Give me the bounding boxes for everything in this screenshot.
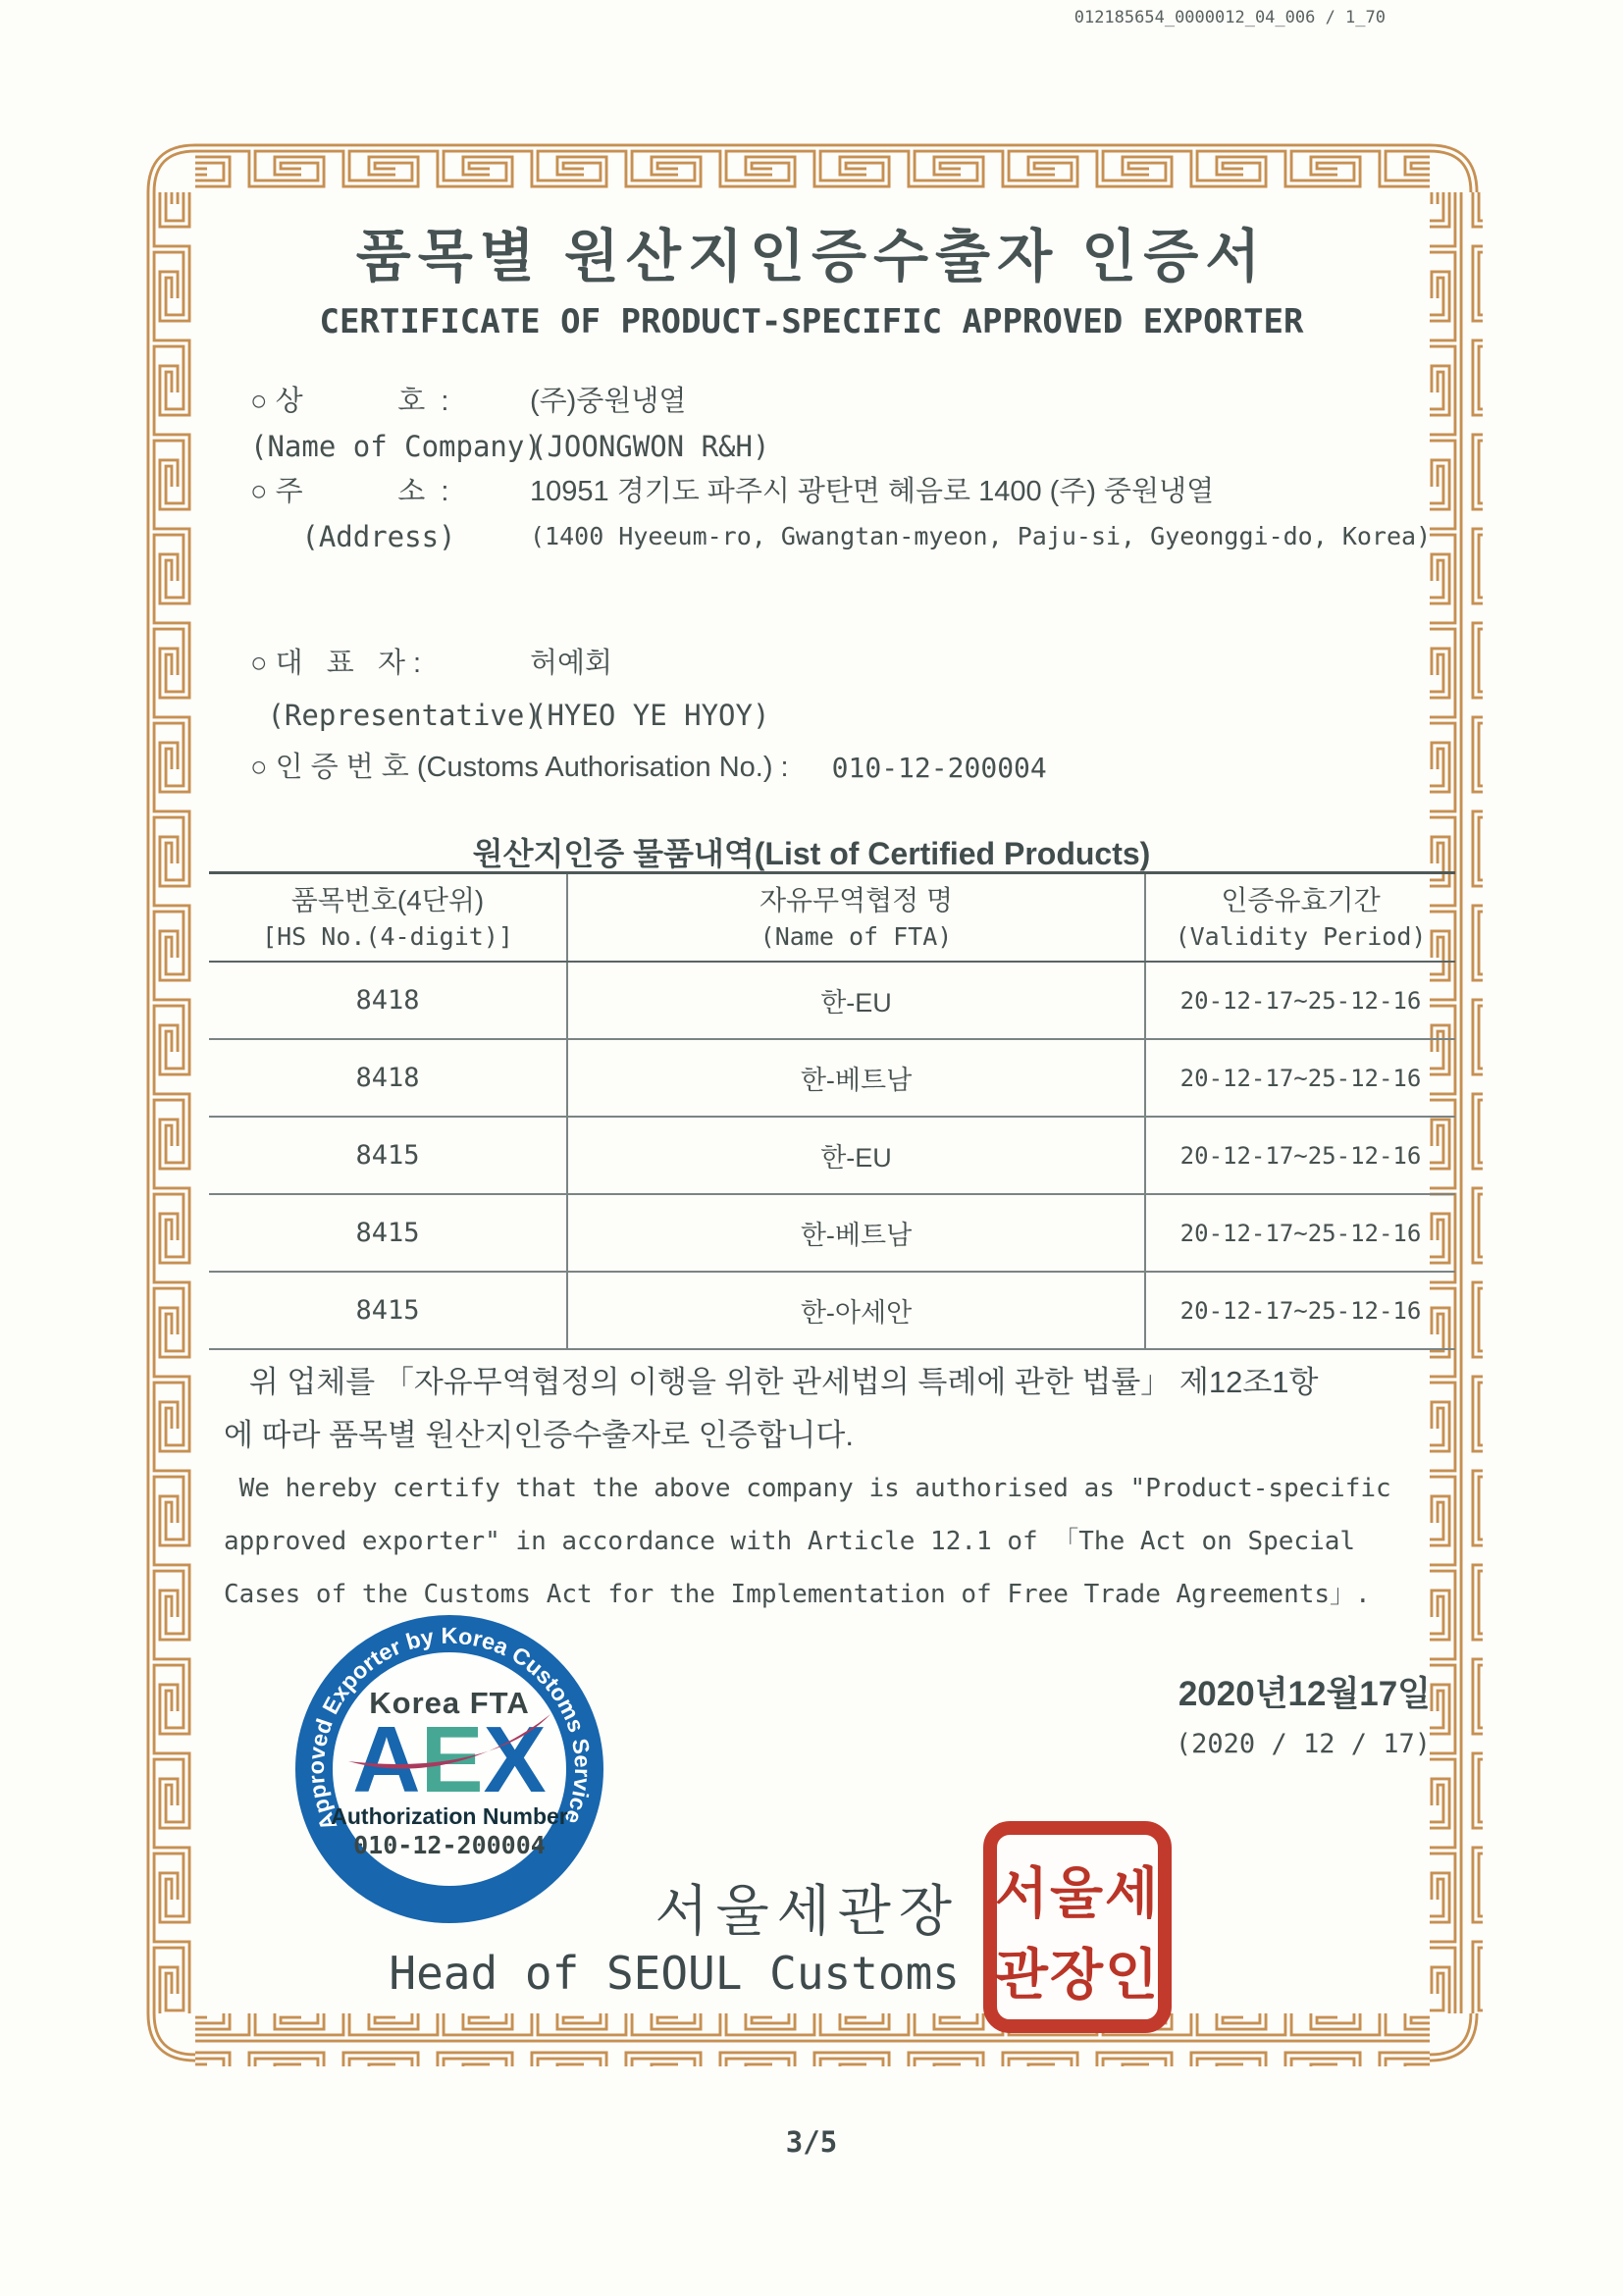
header-hs-ko: 품목번호(4단위) bbox=[290, 885, 485, 915]
aex-authorization-number: 010-12-200004 bbox=[353, 1831, 546, 1859]
aex-ring-text: Approved Exporter by Korea Customs Service bbox=[302, 1622, 597, 1835]
certified-products-table bbox=[209, 871, 1455, 1350]
aex-authorization-label: Authorization Number bbox=[331, 1803, 568, 1829]
cell-validity: 20-12-17~25-12-16 bbox=[1145, 962, 1455, 1039]
seal-text-row1: 서울세 bbox=[994, 1864, 1161, 1925]
header-fta-en: (Name of FTA) bbox=[759, 922, 953, 951]
company-address-label-en: (Address) bbox=[250, 520, 456, 553]
document-reference: 012185654_0000012_04_006 / 1_70 bbox=[1073, 8, 1386, 27]
certification-en-line2: approved exporter" in accordance with Article 12.1 of 「The Act on Special bbox=[224, 1527, 1356, 1556]
certification-en-line1: We hereby certify that the above company is authorised as "Product-specific bbox=[224, 1474, 1391, 1503]
signature-block bbox=[324, 1880, 960, 2002]
representative-value-en: (HYEO YE HYOY) bbox=[530, 699, 770, 732]
page-number: 3/5 bbox=[785, 2125, 838, 2159]
cell-hs: 8418 bbox=[209, 962, 567, 1039]
signature-english: Head of SEOUL Customs bbox=[389, 1947, 960, 2000]
authorisation-number-row bbox=[250, 742, 1047, 794]
representative-value-ko: 허예회 bbox=[530, 648, 613, 679]
company-name-label-en: (Name of Company) bbox=[250, 430, 542, 463]
cell-validity: 20-12-17~25-12-16 bbox=[1145, 1272, 1455, 1349]
header-validity-en: (Validity Period) bbox=[1175, 922, 1427, 951]
company-name-value-ko: (주)중원냉열 bbox=[530, 386, 687, 417]
cell-fta: 한-아세안 bbox=[567, 1272, 1145, 1349]
cell-hs: 8418 bbox=[209, 1039, 567, 1117]
representative-label-ko: ○ 대 표 자 : bbox=[250, 648, 422, 679]
aex-acronym bbox=[352, 1707, 546, 1812]
authorisation-number-value: 010-12-200004 bbox=[831, 752, 1047, 784]
official-red-seal bbox=[981, 1819, 1174, 2037]
spacer bbox=[789, 742, 832, 794]
table-row bbox=[209, 1039, 1455, 1117]
header-validity-ko: 인증유효기간 bbox=[1221, 885, 1381, 915]
border-bottom-band bbox=[195, 2013, 1430, 2066]
aex-korea-fta-label: Korea FTA bbox=[369, 1686, 530, 1720]
table-header-row bbox=[209, 873, 1455, 963]
cell-validity: 20-12-17~25-12-16 bbox=[1145, 1039, 1455, 1117]
products-section-title: 원산지인증 물품내역(List of Certified Products) bbox=[472, 836, 1151, 871]
company-name-row-en bbox=[250, 424, 1431, 469]
issue-date-block bbox=[1176, 1670, 1431, 1770]
company-address-row bbox=[250, 469, 1431, 514]
cell-fta: 한-EU bbox=[567, 962, 1145, 1039]
company-address-label-ko: ○ 주 소 : bbox=[250, 476, 449, 507]
table-row bbox=[209, 1272, 1455, 1349]
header-fta-name bbox=[567, 873, 1145, 963]
cell-hs: 8415 bbox=[209, 1117, 567, 1194]
header-hs-no bbox=[209, 873, 567, 963]
table-row bbox=[209, 962, 1455, 1039]
header-hs-en: [HS No.(4-digit)] bbox=[262, 922, 513, 951]
cell-hs: 8415 bbox=[209, 1272, 567, 1349]
seal-text-row2: 관장인 bbox=[994, 1946, 1161, 2007]
aex-letter-e: E bbox=[420, 1707, 484, 1812]
representative-row-en bbox=[250, 690, 1047, 742]
cell-fta: 한-베트남 bbox=[567, 1194, 1145, 1272]
company-address-row-en bbox=[250, 514, 1431, 559]
certification-ko-line2: 에 따라 품목별 원산지인증수출자로 인증합니다. bbox=[224, 1418, 854, 1452]
aex-letter-a: A bbox=[352, 1707, 421, 1812]
cell-fta: 한-EU bbox=[567, 1117, 1145, 1194]
aex-letter-x: X bbox=[483, 1707, 547, 1812]
header-fta-ko: 자유무역협정 명 bbox=[759, 885, 954, 915]
border-top-band bbox=[195, 139, 1430, 192]
authorisation-number-label: ○ 인 증 번 호 (Customs Authorisation No.) : bbox=[250, 752, 789, 783]
representative-info-block bbox=[250, 638, 1047, 794]
representative-row bbox=[250, 638, 1047, 690]
company-name-label-ko: ○ 상 호 : bbox=[250, 386, 449, 417]
cell-validity: 20-12-17~25-12-16 bbox=[1145, 1194, 1455, 1272]
cell-fta: 한-베트남 bbox=[567, 1039, 1145, 1117]
certificate-title-english: CERTIFICATE OF PRODUCT-SPECIFIC APPROVED EXPORTER bbox=[319, 302, 1304, 341]
company-name-row bbox=[250, 379, 1431, 424]
cell-validity: 20-12-17~25-12-16 bbox=[1145, 1117, 1455, 1194]
company-name-value-en: (JOONGWON R&H) bbox=[530, 430, 770, 463]
issue-date-english: (2020 / 12 / 17) bbox=[1175, 1729, 1431, 1759]
cell-hs: 8415 bbox=[209, 1194, 567, 1272]
representative-label-en: (Representative) bbox=[250, 699, 542, 732]
certification-statement bbox=[224, 1356, 1462, 1621]
signature-korean: 서울세관장 bbox=[654, 1880, 960, 1942]
table-row bbox=[209, 1194, 1455, 1272]
certification-en-line3: Cases of the Customs Act for the Implementation of Free Trade Agreements」. bbox=[224, 1580, 1371, 1609]
table-row bbox=[209, 1117, 1455, 1194]
header-validity bbox=[1145, 873, 1455, 963]
company-address-value-en: (1400 Hyeeum-ro, Gwangtan-myeon, Paju-si, Gyeonggi-do, Korea) bbox=[530, 522, 1432, 550]
company-address-value-ko: 10951 경기도 파주시 광탄면 혜음로 1400 (주) 중원냉열 bbox=[530, 476, 1215, 507]
certification-ko-line1: 위 업체를 「자유무역협정의 이행을 위한 관세법의 특례에 관한 법률」 제12조1항 bbox=[224, 1365, 1319, 1399]
border-left-band bbox=[142, 192, 195, 2013]
issue-date-korean: 2020년12월17일 bbox=[1178, 1675, 1431, 1713]
company-info-block bbox=[250, 379, 1431, 559]
certificate-title-korean: 품목별 원산지인증수출자 인증서 bbox=[355, 225, 1268, 288]
